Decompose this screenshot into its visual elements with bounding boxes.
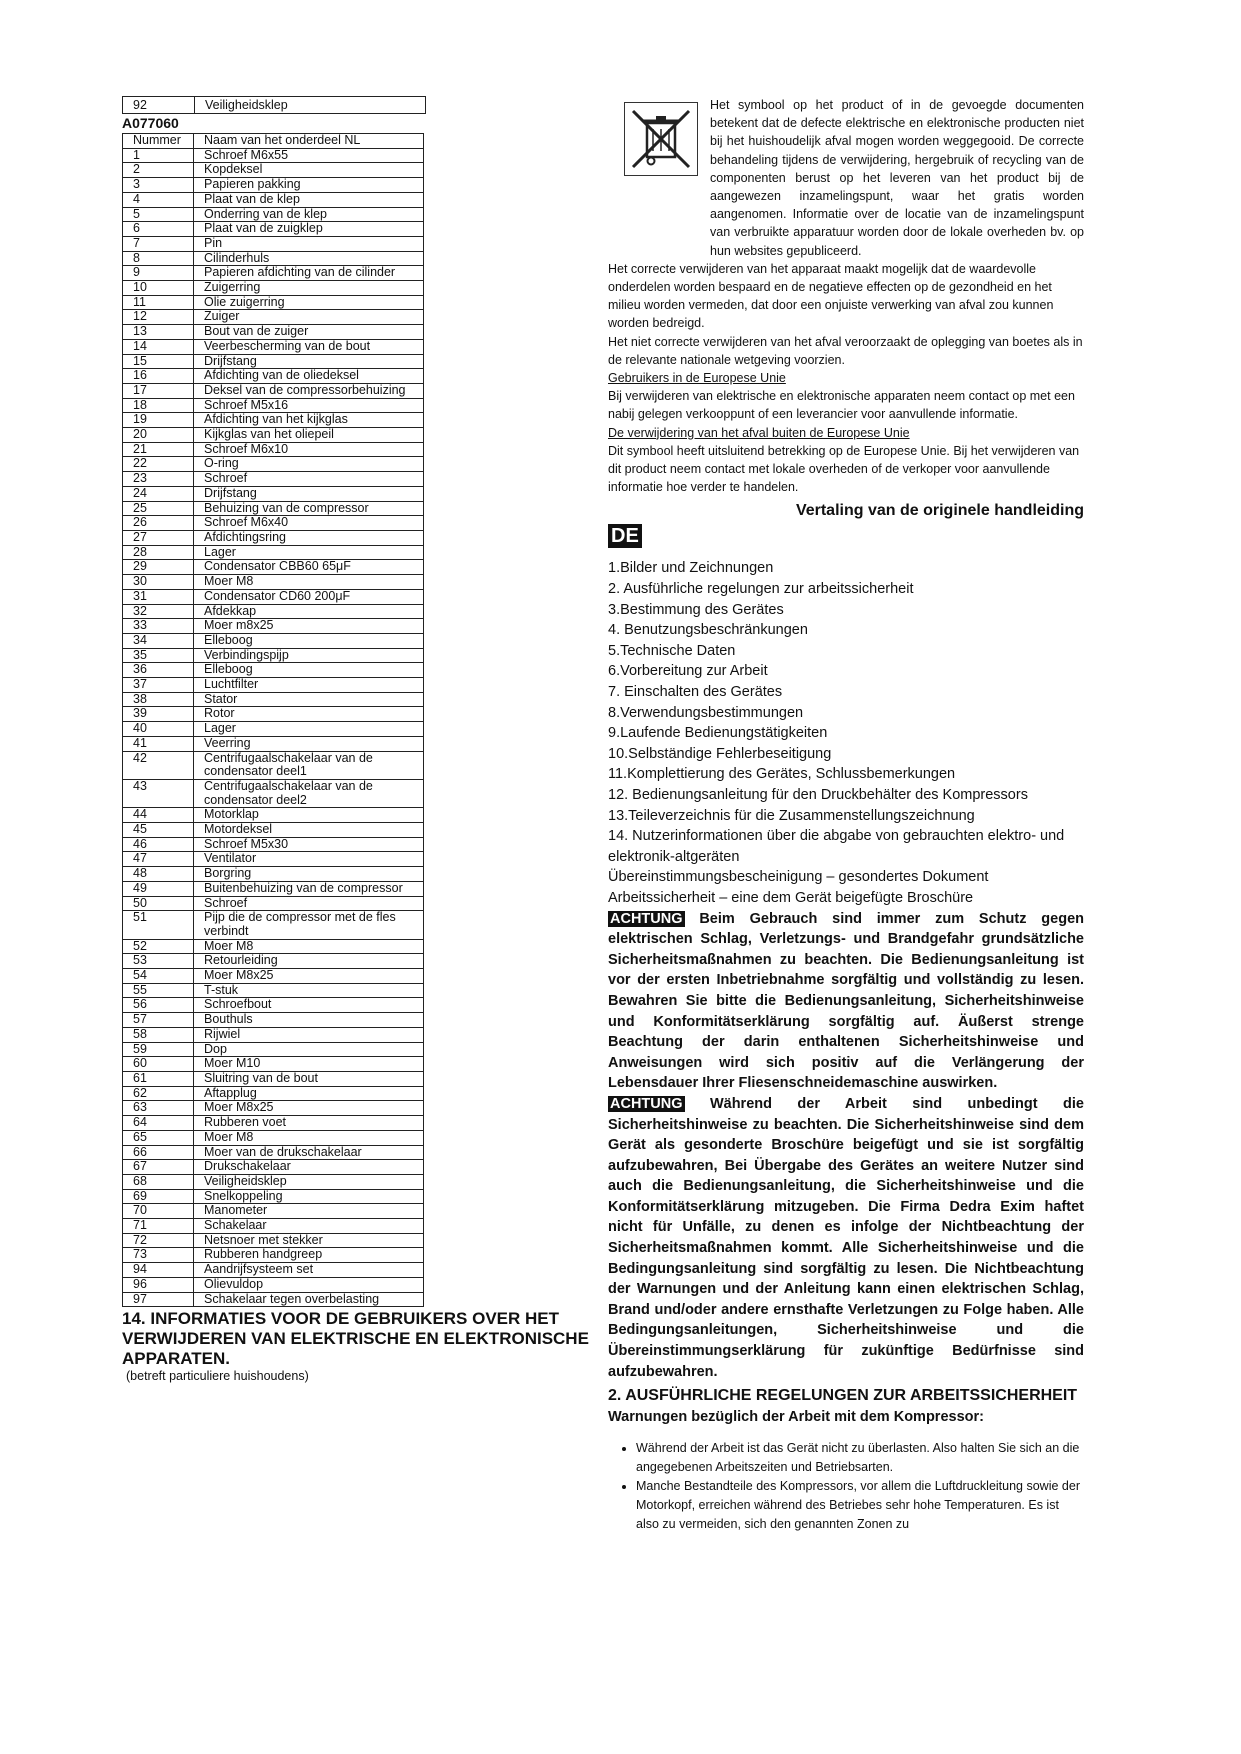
- table-row: [123, 354, 424, 369]
- toc-item: 9.Laufende Bedienungstätigkeiten: [608, 725, 828, 742]
- table-row: [123, 1263, 424, 1278]
- part-number: 24: [123, 486, 194, 501]
- table-row: [123, 1189, 424, 1204]
- part-number: 51: [123, 911, 194, 939]
- part-number: 30: [123, 575, 194, 590]
- part-name: Afdichtingsring: [194, 530, 424, 545]
- part-number: 19: [123, 413, 194, 428]
- part-name: Afdichting van het kijkglas: [194, 413, 424, 428]
- toc-item: 1.Bilder und Zeichnungen: [608, 560, 774, 577]
- table-row: [123, 1292, 424, 1307]
- part-name: Schroef: [194, 472, 424, 487]
- table-row: [123, 1042, 424, 1057]
- part-number: 18: [123, 398, 194, 413]
- table-row: [123, 852, 424, 867]
- table-row: [123, 310, 424, 325]
- part-name: Zuigerring: [194, 281, 424, 296]
- part-number: 41: [123, 736, 194, 751]
- toc-item: 2. Ausführliche regelungen zur arbeitssicherheit: [608, 581, 914, 598]
- part-name: Manometer: [194, 1204, 424, 1219]
- toc-item: Übereinstimmungsbescheinigung – gesondertes Dokument: [608, 869, 989, 886]
- row-number: 92: [123, 97, 195, 113]
- part-number: 15: [123, 354, 194, 369]
- table-row: [123, 398, 424, 413]
- part-name: Olievuldop: [194, 1277, 424, 1292]
- part-name: Stator: [194, 692, 424, 707]
- part-number: 68: [123, 1174, 194, 1189]
- table-row: [123, 428, 424, 443]
- table-row: [123, 413, 424, 428]
- part-name: Rotor: [194, 707, 424, 722]
- part-name: Rubberen handgreep: [194, 1248, 424, 1263]
- part-number: 35: [123, 648, 194, 663]
- table-row: [123, 1204, 424, 1219]
- part-name: Ventilator: [194, 852, 424, 867]
- table-row: [123, 692, 424, 707]
- part-number: 23: [123, 472, 194, 487]
- table-row: [123, 823, 424, 838]
- section-14-title: 14. INFORMATIES VOOR DE GEBRUIKERS OVER HET VERWIJDEREN VAN ELEKTRISCHE EN ELEKTRONISCHE APPARATEN.: [122, 1309, 589, 1369]
- part-name: Motordeksel: [194, 823, 424, 838]
- part-number: 21: [123, 442, 194, 457]
- weee-paragraph-1: Het symbool op het product of in de gevoegde documenten betekent dat de defecte elektrische en elektronische producten niet bij het huishoudelijk afval mogen worden weggegooid. De correcte behandeling tijdens de verwijdering, hergebruik of recycling van de componenten berust op het leveren van het product bij de aangewezen inzamelingspunt, waar het gratis worden aangenomen. Informatie over de locatie van de inzamelingspunt van verbruikte apparatuur worden door de lokale overheden bv. op hun websites gepubliceerd.: [710, 98, 1084, 258]
- table-row: [123, 266, 424, 281]
- part-number: 60: [123, 1057, 194, 1072]
- part-number: 97: [123, 1292, 194, 1307]
- part-name: Schroef M6x40: [194, 516, 424, 531]
- part-number: 44: [123, 808, 194, 823]
- table-row: [123, 1027, 424, 1042]
- part-number: 27: [123, 530, 194, 545]
- part-name: Onderring van de klep: [194, 207, 424, 222]
- part-number: 65: [123, 1130, 194, 1145]
- toc-item: 6.Vorbereitung zur Arbeit: [608, 663, 768, 680]
- part-number: 57: [123, 1013, 194, 1028]
- toc-item: 13.Teileverzeichnis für die Zusammenstellungszeichnung: [608, 807, 975, 824]
- part-name: Schroef M5x30: [194, 837, 424, 852]
- part-number: 20: [123, 428, 194, 443]
- table-row: [123, 207, 424, 222]
- table-row: [123, 736, 424, 751]
- part-number: 49: [123, 881, 194, 896]
- weee-info: [608, 96, 1084, 496]
- part-name: Moer M10: [194, 1057, 424, 1072]
- part-name: Moer M8: [194, 1130, 424, 1145]
- table-row: [123, 281, 424, 296]
- part-number: 7: [123, 236, 194, 251]
- crossed-out-wheelie-bin-icon: [624, 102, 698, 176]
- part-number: 52: [123, 939, 194, 954]
- table-row: [123, 163, 424, 178]
- parts-table: [122, 133, 424, 1307]
- table-row: [123, 1072, 424, 1087]
- part-name: Drijfstang: [194, 486, 424, 501]
- language-badge: DE: [608, 524, 642, 548]
- part-number: 64: [123, 1116, 194, 1131]
- part-name: Condensator CBB60 65μF: [194, 560, 424, 575]
- toc-item: 12. Bedienungsanleitung für den Druckbehälter des Kompressors: [608, 787, 1028, 803]
- part-name: Aftapplug: [194, 1086, 424, 1101]
- warning-1-text: Beim Gebrauch sind immer zum Schutz gegen elektrischen Schlag, Verletzungs- und Brandgefahr grundsätzliche Sicherheitsmaßnahmen zu beachten. Die Bedienungsanleitung ist vor der ersten Inbetriebnahme sorgfältig und vollständig zu lesen. Bewahren Sie bitte die Bedienungsanleitung, Sicherheitshinweise und Konformitätserklärung sorgfältig auf. Äußerst strenge Beachtung der darin enthaltenen Sicherheitshinweise und Anweisungen wird sich positiv auf die Verlängerung der Lebensdauer Ihrer Fliesenschneidemaschine auswirken.: [608, 910, 1084, 1092]
- part-name: Bout van de zuiger: [194, 325, 424, 340]
- part-name: Veiligheidsklep: [194, 1174, 424, 1189]
- table-row: [123, 530, 424, 545]
- part-name: Rubberen voet: [194, 1116, 424, 1131]
- part-number: 42: [123, 751, 194, 779]
- part-number: 13: [123, 325, 194, 340]
- part-name: Schroefbout: [194, 998, 424, 1013]
- table-row: [123, 751, 424, 779]
- table-row: [123, 983, 424, 998]
- table-row: [123, 148, 424, 163]
- section-2-title: 2. AUSFÜHRLICHE REGELUNGEN ZUR ARBEITSSICHERHEIT: [608, 1387, 1078, 1405]
- weee-paragraph-2: Het correcte verwijderen van het apparaat maakt mogelijk dat de waardevolle onderdelen worden bespaard en de negatieve effecten op de gezondheid en het milieu worden vermeden, dat door een onjuiste verwerking van afval zou kunnen worden bedreigd.: [608, 261, 1054, 331]
- table-row: [123, 1145, 424, 1160]
- part-name: Dop: [194, 1042, 424, 1057]
- header-number: Nummer: [123, 134, 194, 149]
- part-name: Afdekkap: [194, 604, 424, 619]
- table-row: [123, 545, 424, 560]
- part-name: Netsnoer met stekker: [194, 1233, 424, 1248]
- eu-heading: Gebruikers in de Europese Unie: [608, 371, 786, 386]
- part-number: 29: [123, 560, 194, 575]
- part-number: 43: [123, 779, 194, 807]
- part-number: 8: [123, 251, 194, 266]
- part-number: 48: [123, 867, 194, 882]
- table-row: [123, 486, 424, 501]
- part-number: 38: [123, 692, 194, 707]
- part-name: Schroef M6x55: [194, 148, 424, 163]
- achtung-label: ACHTUNG: [610, 1095, 683, 1112]
- toc-item: 11.Komplettierung des Gerätes, Schlussbemerkungen: [608, 766, 956, 783]
- part-number: 71: [123, 1219, 194, 1234]
- part-name: Lager: [194, 545, 424, 560]
- part-name: Moer van de drukschakelaar: [194, 1145, 424, 1160]
- part-name: Verbindingspijp: [194, 648, 424, 663]
- table-row: [123, 560, 424, 575]
- toc-item: 4. Benutzungsbeschränkungen: [608, 622, 808, 639]
- table-row: [123, 837, 424, 852]
- warning-paragraph-1: [608, 909, 1084, 1094]
- list-item: • Manche Bestandteile des Kompressors, vor allem die Luftdruckleitung sowie der Motorkopf, erreichen während des Betriebes sehr hohe Temperaturen. Es ist also zu vermeiden, sich den genannten Zonen zu: [636, 1477, 1084, 1534]
- table-row: [123, 648, 424, 663]
- part-number: 69: [123, 1189, 194, 1204]
- outside-eu-heading: De verwijdering van het afval buiten de Europese Unie: [608, 425, 910, 440]
- part-number: 9: [123, 266, 194, 281]
- part-number: 14: [123, 339, 194, 354]
- table-row: [123, 222, 424, 237]
- toc-item: Arbeitssicherheit – eine dem Gerät beigefügte Broschüre: [608, 889, 974, 906]
- table-row: [123, 722, 424, 737]
- achtung-label: ACHTUNG: [610, 910, 683, 927]
- part-number: 39: [123, 707, 194, 722]
- table-row: [123, 325, 424, 340]
- part-name: Elleboog: [194, 663, 424, 678]
- section-14-subtitle: (betreft particuliere huishoudens): [126, 1369, 309, 1384]
- table-row: [123, 1101, 424, 1116]
- table-row: [123, 808, 424, 823]
- table-row: [123, 604, 424, 619]
- part-name: Papieren pakking: [194, 178, 424, 193]
- part-name: Deksel van de compressorbehuizing: [194, 383, 424, 398]
- part-number: 55: [123, 983, 194, 998]
- part-number: 59: [123, 1042, 194, 1057]
- table-row: [123, 1277, 424, 1292]
- table-row: [123, 1116, 424, 1131]
- table-row: [123, 954, 424, 969]
- row-name: Veiligheidsklep: [205, 98, 288, 112]
- list-item: • Während der Arbeit ist das Gerät nicht zu überlasten. Also halten Sie sich an die angegebenen Arbeitszeiten und Betriebsarten.: [636, 1439, 1084, 1477]
- outside-eu-text: Dit symbool heeft uitsluitend betrekking op de Europese Unie. Bij het verwijderen van dit product neem contact met lokale overheden of de verkoper voor aanvullende informatie hoe verder te handelen.: [608, 443, 1080, 495]
- part-name: Condensator CD60 200μF: [194, 589, 424, 604]
- part-name: Bouthuls: [194, 1013, 424, 1028]
- part-number: 5: [123, 207, 194, 222]
- part-number: 3: [123, 178, 194, 193]
- table-row: [123, 1057, 424, 1072]
- table-row: [123, 896, 424, 911]
- table-row: [123, 1219, 424, 1234]
- part-name: Luchtfilter: [194, 678, 424, 693]
- toc-item: 7. Einschalten des Gerätes: [608, 684, 783, 701]
- part-number: 46: [123, 837, 194, 852]
- warning-list: [608, 1439, 1084, 1534]
- part-number: 58: [123, 1027, 194, 1042]
- part-number: 32: [123, 604, 194, 619]
- part-name: Papieren afdichting van de cilinder: [194, 266, 424, 281]
- part-name: Centrifugaalschakelaar van de condensator deel2: [194, 779, 424, 807]
- left-column: [122, 96, 592, 1383]
- part-number: 31: [123, 589, 194, 604]
- part-name: Drijfstang: [194, 354, 424, 369]
- table-row: [123, 501, 424, 516]
- part-number: 11: [123, 295, 194, 310]
- section-2-subtitle: Warnungen bezüglich der Arbeit mit dem Kompressor:: [608, 1409, 984, 1426]
- table-row: [123, 867, 424, 882]
- part-name: Kopdeksel: [194, 163, 424, 178]
- part-number: 53: [123, 954, 194, 969]
- part-number: 12: [123, 310, 194, 325]
- part-name: Moer M8x25: [194, 969, 424, 984]
- part-name: Sluitring van de bout: [194, 1072, 424, 1087]
- part-number: 10: [123, 281, 194, 296]
- table-row: [123, 178, 424, 193]
- part-name: Drukschakelaar: [194, 1160, 424, 1175]
- table-row: [123, 707, 424, 722]
- part-name: Afdichting van de oliedeksel: [194, 369, 424, 384]
- part-name: Rijwiel: [194, 1027, 424, 1042]
- table-row: [123, 1013, 424, 1028]
- part-name: Moer M8: [194, 939, 424, 954]
- part-number: 45: [123, 823, 194, 838]
- part-number: 25: [123, 501, 194, 516]
- table-row: [123, 457, 424, 472]
- toc-item: 14. Nutzerinformationen über die abgabe von gebrauchten elektro- und elektronik-altgeräten: [608, 828, 1065, 865]
- part-number: 50: [123, 896, 194, 911]
- toc-item: 3.Bestimmung des Gerätes: [608, 601, 784, 618]
- part-number: 17: [123, 383, 194, 398]
- right-column: [608, 96, 1084, 1534]
- part-name: Cilinderhuls: [194, 251, 424, 266]
- table-row: [123, 339, 424, 354]
- table-row: [123, 998, 424, 1013]
- table-row: [123, 969, 424, 984]
- part-name: Schroef: [194, 896, 424, 911]
- part-name: Snelkoppeling: [194, 1189, 424, 1204]
- part-number: 4: [123, 192, 194, 207]
- part-name: Veerring: [194, 736, 424, 751]
- part-name: Schakelaar tegen overbelasting: [194, 1292, 424, 1307]
- part-number: 47: [123, 852, 194, 867]
- part-number: 22: [123, 457, 194, 472]
- part-name: Retourleiding: [194, 954, 424, 969]
- part-name: Olie zuigerring: [194, 295, 424, 310]
- table-row: [123, 383, 424, 398]
- table-row: [123, 779, 424, 807]
- table-row: [123, 589, 424, 604]
- part-name: O-ring: [194, 457, 424, 472]
- part-name: Plaat van de zuigklep: [194, 222, 424, 237]
- warning-paragraph-2: [608, 1094, 1084, 1382]
- table-row: [123, 911, 424, 939]
- table-row: [123, 1160, 424, 1175]
- eu-text: Bij verwijderen van elektrische en elektronische apparaten neem contact op met een nabij gelegen verkooppunt of een leverancier voor aanvullende informatie.: [608, 389, 1075, 422]
- table-row: [123, 1174, 424, 1189]
- part-name: Plaat van de klep: [194, 192, 424, 207]
- table-header-row: [123, 134, 424, 149]
- part-name: Motorklap: [194, 808, 424, 823]
- part-number: 26: [123, 516, 194, 531]
- part-name: Aandrijfsysteem set: [194, 1263, 424, 1278]
- part-number: 6: [123, 222, 194, 237]
- part-number: 34: [123, 633, 194, 648]
- table-of-contents: [608, 558, 1084, 908]
- part-name: Pin: [194, 236, 424, 251]
- part-name: Centrifugaalschakelaar van de condensator deel1: [194, 751, 424, 779]
- part-number: 63: [123, 1101, 194, 1116]
- table-row: [123, 633, 424, 648]
- toc-item: 8.Verwendungsbestimmungen: [608, 704, 804, 721]
- part-name: Schroef M5x16: [194, 398, 424, 413]
- part-number: 16: [123, 369, 194, 384]
- part-name: Moer m8x25: [194, 619, 424, 634]
- warning-2-text: Während der Arbeit sind unbedingt die Sicherheitshinweise zu beachten. Die Sicherheitshinweise sind dem Gerät als gesonderte Broschüre beigefügt und sie ist sorgfältig aufzubewahren, Bei Übergabe des Gerätes an weitere Nutzer sind auch die Bedienungsanleitung, die Sicherheitshinweise und die Konformitätserklärung mitzugeben. Die Firma Dedra Exim haftet nicht für Unfälle, zu denen es infolge der Nichtbeachtung der Sicherheitsmaßnahmen kommt. Alle Sicherheitshinweise und die Bedingungsanleitung sind sorgfältig zu lesen. Die Nichtbeachtung der Warnungen und der Anleitung kann einen elektrischen Schlag, Brand und/oder andere ernsthafte Verletzungen zu Folge haben. Alle Bedingungsanleitungen, Sicherheitshinweise und die Übereinstimmungserklärung für zukünftige Bedürfnisse sind aufzubewahren.: [608, 1095, 1084, 1380]
- translation-note: Vertaling van de originele handleiding: [795, 502, 1084, 520]
- table-row: [123, 619, 424, 634]
- part-name: Elleboog: [194, 633, 424, 648]
- part-number: 72: [123, 1233, 194, 1248]
- part-name: Moer M8x25: [194, 1101, 424, 1116]
- parts-table-id: A077060: [122, 115, 179, 131]
- table-row: [123, 472, 424, 487]
- part-number: 28: [123, 545, 194, 560]
- part-name: Schroef M6x10: [194, 442, 424, 457]
- part-number: 66: [123, 1145, 194, 1160]
- table-row: [123, 678, 424, 693]
- part-name: Moer M8: [194, 575, 424, 590]
- part-number: 67: [123, 1160, 194, 1175]
- part-number: 33: [123, 619, 194, 634]
- table-row: [123, 1086, 424, 1101]
- table-row: [123, 295, 424, 310]
- part-name: T-stuk: [194, 983, 424, 998]
- part-number: 61: [123, 1072, 194, 1087]
- part-number: 73: [123, 1248, 194, 1263]
- table-row: [123, 516, 424, 531]
- table-row: [123, 881, 424, 896]
- part-name: Behuizing van de compressor: [194, 501, 424, 516]
- part-number: 36: [123, 663, 194, 678]
- table-row: [123, 251, 424, 266]
- weee-paragraph-3: Het niet correcte verwijderen van het afval veroorzaakt de oplegging van boetes als in de relevante nationale wetgeving voorzien.: [608, 334, 1083, 367]
- table-row: [123, 236, 424, 251]
- part-name: Borgring: [194, 867, 424, 882]
- table-row: [123, 1248, 424, 1263]
- part-name: Kijkglas van het oliepeil: [194, 428, 424, 443]
- part-number: 70: [123, 1204, 194, 1219]
- part-number: 94: [123, 1263, 194, 1278]
- table-row: [123, 192, 424, 207]
- part-name: Buitenbehuizing van de compressor: [194, 881, 424, 896]
- header-name: Naam van het onderdeel NL: [194, 134, 424, 149]
- part-number: 54: [123, 969, 194, 984]
- toc-item: 10.Selbständige Fehlerbeseitigung: [608, 745, 832, 762]
- part-name: Veerbescherming van de bout: [194, 339, 424, 354]
- parts-table-previous-row: [122, 96, 426, 114]
- table-row: [123, 575, 424, 590]
- table-row: [123, 1233, 424, 1248]
- part-number: 40: [123, 722, 194, 737]
- toc-item: 5.Technische Daten: [608, 642, 736, 659]
- table-row: [123, 1130, 424, 1145]
- part-number: 1: [123, 148, 194, 163]
- part-number: 62: [123, 1086, 194, 1101]
- table-row: [123, 939, 424, 954]
- part-name: Lager: [194, 722, 424, 737]
- part-name: Schakelaar: [194, 1219, 424, 1234]
- table-row: [123, 663, 424, 678]
- part-number: 56: [123, 998, 194, 1013]
- part-name: Pijp die de compressor met de fles verbindt: [194, 911, 424, 939]
- part-number: 2: [123, 163, 194, 178]
- table-row: [123, 442, 424, 457]
- part-name: Zuiger: [194, 310, 424, 325]
- part-number: 96: [123, 1277, 194, 1292]
- part-number: 37: [123, 678, 194, 693]
- table-row: [123, 369, 424, 384]
